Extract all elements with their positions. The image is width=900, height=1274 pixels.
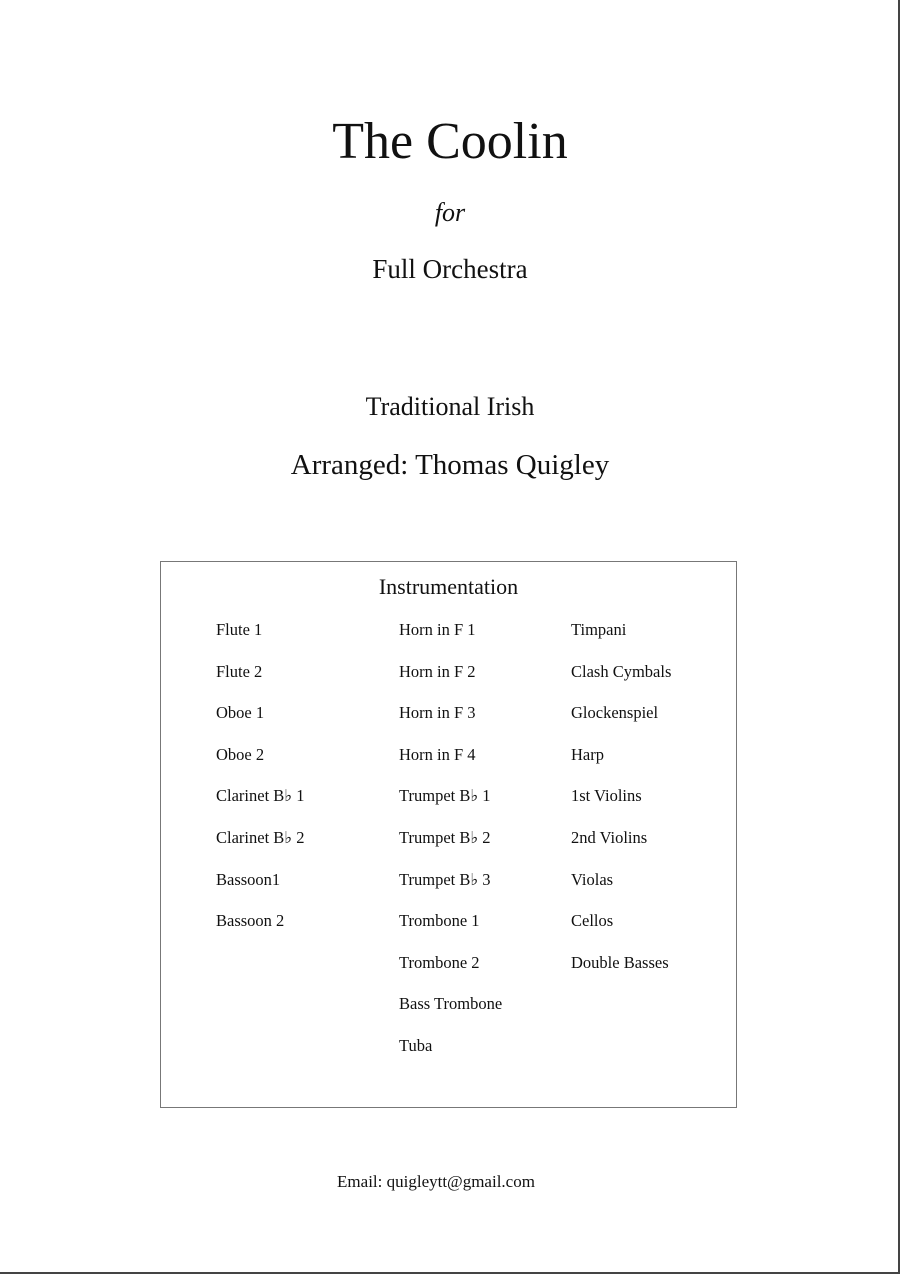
instrument-item: Oboe 2	[216, 744, 265, 764]
instrument-item: Flute 1	[216, 620, 263, 639]
instrument-item: Horn in F 1	[399, 620, 476, 639]
instrument-column-brass	[399, 619, 502, 1077]
instrument-item: Bass Trombone	[399, 994, 503, 1014]
instrument-item: Horn in F 2	[399, 661, 476, 681]
instrument-item: Trombone 2	[399, 952, 480, 972]
instrument-item: Bassoon 2	[216, 911, 285, 931]
instrument-item: Double Basses	[571, 952, 669, 972]
instrument-item: Clarinet B♭ 2	[216, 827, 305, 847]
instrument-item: Oboe 1	[216, 703, 265, 723]
instrument-item: Trumpet B♭ 2	[399, 827, 491, 847]
instrument-item: Horn in F 4	[399, 744, 476, 764]
instrument-item: Clash Cymbals	[571, 661, 672, 681]
instrument-item: Horn in F 3	[399, 703, 476, 723]
arranger-label: Arranged: Thomas Quigley	[290, 449, 610, 481]
origin-label: Traditional Irish	[365, 392, 535, 421]
instrument-item: Timpani	[571, 620, 627, 639]
instrument-item: Harp	[571, 744, 604, 764]
instrument-item: Glockenspiel	[571, 703, 659, 723]
instrument-column-woodwinds	[216, 619, 304, 952]
instrument-column-percussion-strings	[571, 619, 671, 993]
ensemble-label: Full Orchestra	[372, 254, 528, 284]
instrument-item: Bassoon1	[216, 869, 281, 889]
instrumentation-heading: Instrumentation	[378, 574, 519, 599]
instrument-item: Violas	[571, 869, 614, 889]
instrument-item: Cellos	[571, 911, 614, 931]
contact-email: Email: quigleytt@gmail.com	[337, 1172, 535, 1191]
instrument-item: Trumpet B♭ 1	[399, 786, 491, 806]
instrument-item: Tuba	[399, 1035, 433, 1055]
instrument-item: Trombone 1	[399, 911, 480, 931]
instrumentation-box	[160, 561, 737, 1108]
instrument-item: Clarinet B♭ 1	[216, 786, 305, 806]
instrument-item: 2nd Violins	[571, 827, 648, 847]
score-title: The Coolin	[332, 113, 568, 170]
instrument-item: Flute 2	[216, 661, 263, 681]
for-label: for	[434, 198, 466, 227]
instrument-item: Trumpet B♭ 3	[399, 869, 491, 889]
instrument-item: 1st Violins	[571, 786, 642, 806]
